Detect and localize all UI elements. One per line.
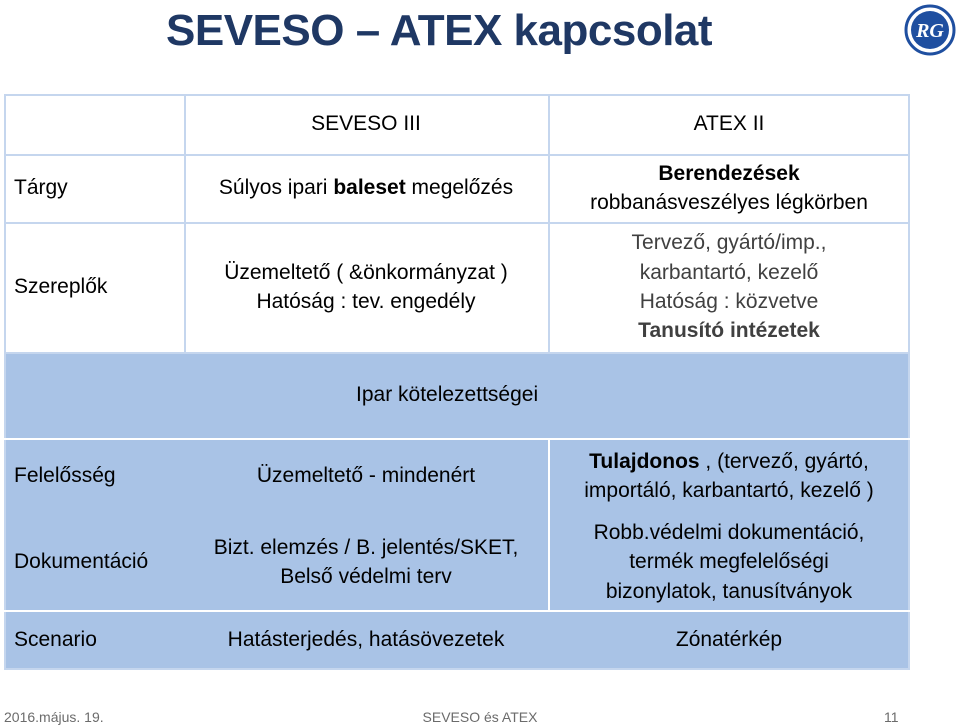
footer-center: SEVESO és ATEX xyxy=(422,709,538,725)
szereplok-seveso-cell: Üzemeltető ( &önkormányzat ) Hatóság : tev. engedély xyxy=(184,222,548,352)
slide-title: SEVESO – ATEX kapcsolat xyxy=(166,6,713,55)
comparison-table xyxy=(4,94,910,670)
header-seveso: SEVESO III xyxy=(184,94,548,154)
szereplok-atex-cell: Tervező, gyártó/imp., karbantartó, kezelő Hatóság : közvetve Tanusító intézetek xyxy=(548,222,910,352)
border-top xyxy=(4,94,910,96)
hline-1 xyxy=(4,154,910,156)
targy-atex-cell: Berendezések robbanásveszélyes légkörben xyxy=(548,154,910,222)
scenario-seveso-cell: Hatásterjedés, hatásövezetek xyxy=(184,610,548,670)
scenario-atex-cell: Zónatérkép xyxy=(548,610,910,670)
row-label-szereplok: Szereplők xyxy=(4,222,184,352)
row-label-felelosseg: Felelősség xyxy=(4,438,184,514)
targy-seveso-cell: Súlyos ipari baleset megelőzés xyxy=(184,154,548,222)
dokumentacio-seveso-cell: Bizt. elemzés / B. jelentés/SKET, Belső védelmi terv xyxy=(184,514,548,610)
dokumentacio-atex-cell: Robb.védelmi dokumentáció, termék megfelelőségi bizonylatok, tanusítványok xyxy=(548,514,910,610)
footer-date: 2016.május. 19. xyxy=(4,709,104,725)
header-empty-cell xyxy=(4,94,184,154)
logo-text: RG xyxy=(916,20,944,42)
row-label-dokumentacio: Dokumentáció xyxy=(4,514,184,610)
rg-logo xyxy=(904,4,956,56)
vline-2-lower xyxy=(548,438,550,610)
ipar-label: Ipar kötelezettségei xyxy=(356,383,539,407)
ipar-cell xyxy=(4,352,910,438)
hline-6 xyxy=(4,610,910,612)
hline-2 xyxy=(4,222,910,224)
hline-4 xyxy=(4,438,910,440)
row-label-targy: Tárgy xyxy=(4,154,184,222)
border-right xyxy=(908,94,910,670)
row-label-scenario: Scenario xyxy=(4,610,184,670)
felelosseg-atex-cell: Tulajdonos , (tervező, gyártó, importáló, karbantartó, kezelő ) xyxy=(548,438,910,514)
border-left xyxy=(4,94,6,670)
border-bottom xyxy=(4,668,910,670)
header-atex: ATEX II xyxy=(548,94,910,154)
hline-3 xyxy=(4,352,910,354)
felelosseg-seveso-cell: Üzemeltető - mindenért xyxy=(184,438,548,514)
footer-page-number: 11 xyxy=(884,709,899,725)
